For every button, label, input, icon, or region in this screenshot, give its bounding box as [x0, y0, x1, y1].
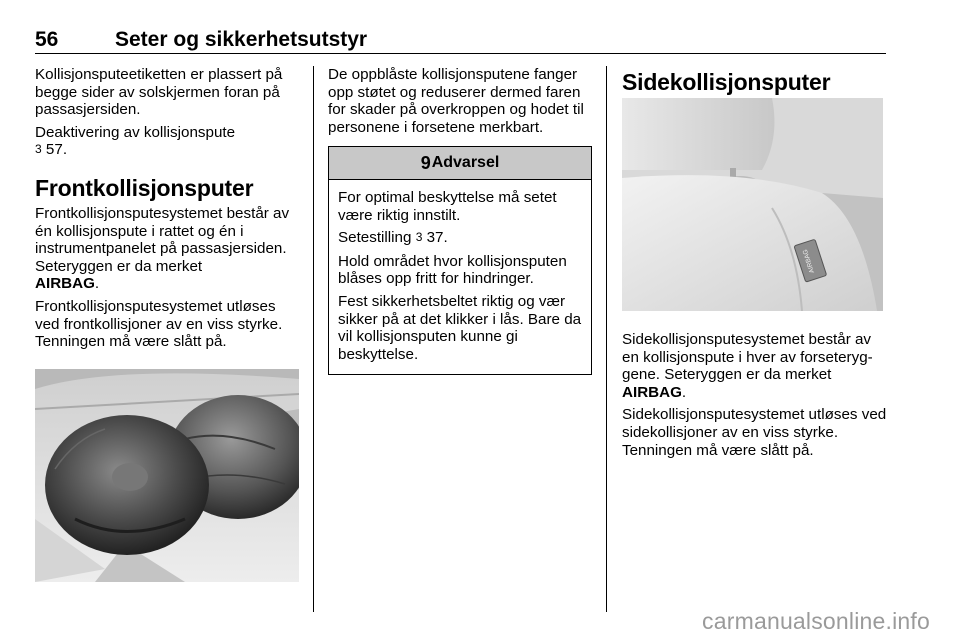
column-1: [35, 66, 301, 356]
warning-seat-reference: Setestilling 3 37.: [338, 229, 448, 247]
warning-title: Advarsel: [431, 154, 500, 171]
front-airbag-system-paragraph: Frontkollisjonsputesystemet består av én kollisjonspute i rattet og én i instrumentpanelet på passasjersiden. Seteryggen er da merket AIRBAG.: [35, 204, 290, 293]
column-divider-1: [313, 66, 314, 612]
side-airbag-trigger-paragraph: Sidekollisjonsputesystemet utløses ved sidekollisjoner av en viss styrke. Tenningen må være slått på.: [622, 406, 887, 459]
section-heading-front-airbags: Frontkollisjonsputer: [35, 174, 254, 201]
running-title: Seter og sikkerhetsutstyr: [115, 28, 368, 51]
warning-triangle-icon: 9: [420, 152, 431, 173]
warning-seatbelt: Fest sikkerhetsbeltet riktig og vær sikker på at det klikker i lås. Bare da vil kollisjonsputen kunne gi beskyttelse.: [338, 292, 582, 363]
page-ref-link[interactable]: 37.: [426, 229, 448, 247]
warning-body: [329, 180, 591, 374]
watermark: carmanualsonline.info: [702, 608, 930, 634]
warning-seat-adjust: For optimal beskyttelse må setet være riktig innstilt.: [338, 189, 557, 224]
front-airbags-illustration: [35, 369, 299, 582]
airbag-label: AIRBAG: [622, 383, 682, 401]
column-divider-2: [606, 66, 607, 612]
label-location-paragraph: Kollisjonsputeetiketten er plassert på begge sider av solskjermen foran på passasjersiden.: [35, 66, 283, 119]
front-airbag-trigger-paragraph: Frontkollisjonsputesystemet utløses ved frontkollisjoner av en viss styrke. Tenningen må være slått på.: [35, 297, 283, 351]
page-ref-link[interactable]: 57.: [45, 141, 68, 159]
front-airbags-drawing: [35, 369, 299, 582]
inflated-airbags-paragraph: De oppblåste kollisjonsputene fanger opp støtet og reduserer dermed faren for skader på overkroppen og hodet til personene i forsetene merkbart.: [328, 66, 584, 136]
airbag-label: AIRBAG: [35, 275, 95, 293]
page-number: 56: [35, 28, 59, 51]
column-3-text: [622, 331, 890, 464]
warning-box: [328, 146, 592, 375]
deactivation-reference: Deaktivering av kollisjonspute 3 57.: [35, 123, 236, 159]
section-heading-side-airbags: Sidekollisjonsputer: [622, 69, 831, 95]
seat-airbag-tag: AIRBAG: [801, 248, 817, 274]
column-2: [328, 66, 594, 141]
warning-clear-area: Hold området hvor kollisjonsputen blåses opp fritt for hindringer.: [338, 252, 567, 288]
seat-drawing: [622, 98, 883, 311]
side-airbag-system-paragraph: Sidekollisjonsputesystemet består av en kollisjonspute i hver av forseteryggene. Seteryggen er da merket AIRBAG.: [622, 331, 873, 401]
seat-airbag-label-illustration: [622, 98, 883, 311]
warning-header: [329, 147, 591, 180]
page-ref-arrow-icon: 3: [35, 142, 42, 157]
page-header: [35, 27, 886, 54]
page-ref-arrow-icon: 3: [415, 230, 423, 245]
